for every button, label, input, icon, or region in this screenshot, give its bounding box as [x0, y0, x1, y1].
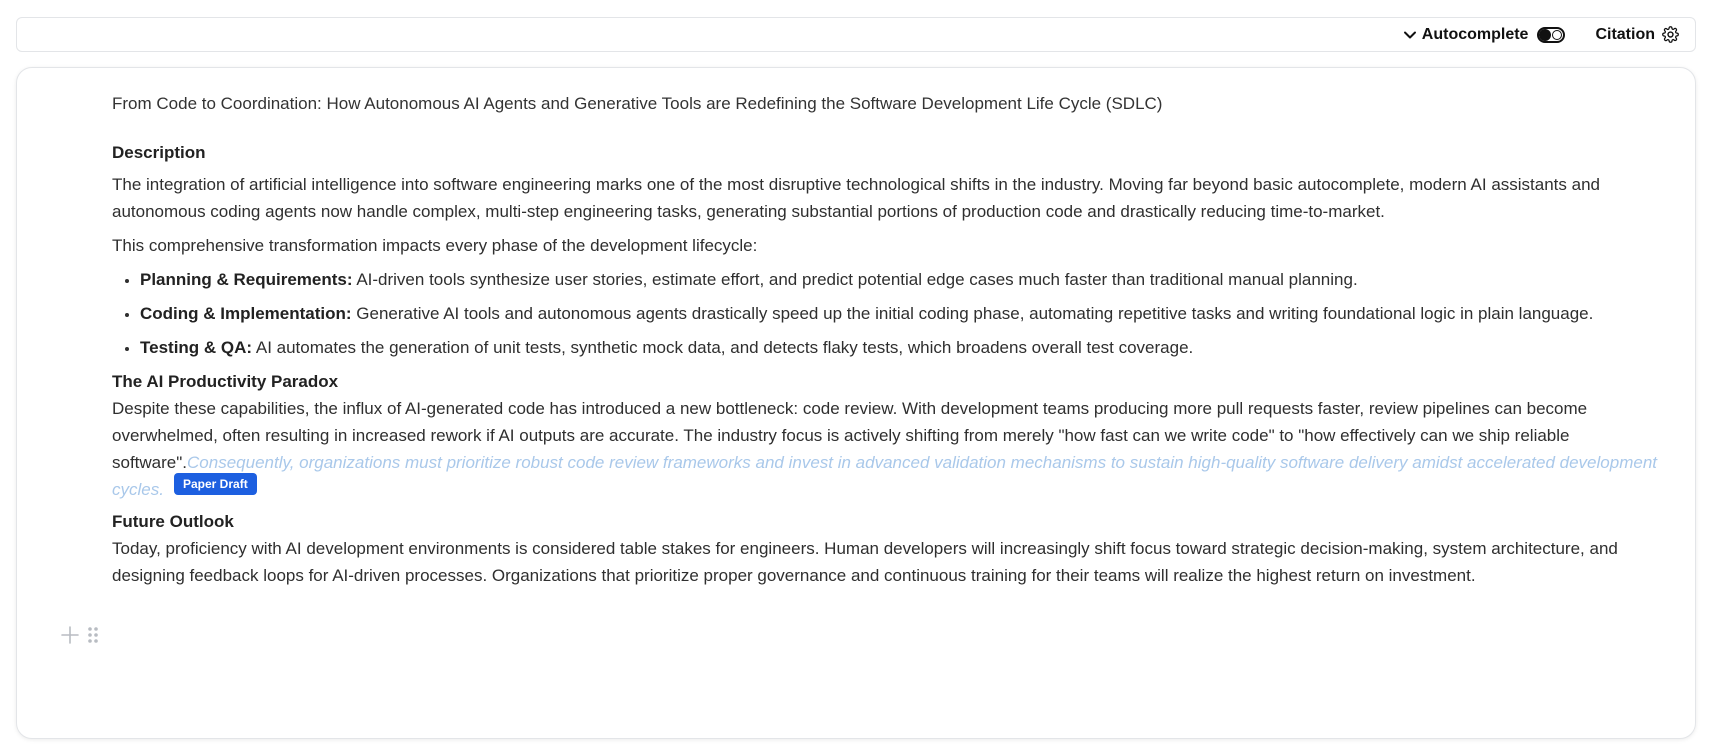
citation-button[interactable]	[1595, 26, 1679, 44]
add-block-icon[interactable]	[61, 626, 79, 644]
description-heading[interactable]: Description	[112, 143, 206, 162]
lifecycle-intro[interactable]: This comprehensive transformation impacts every phase of the development lifecycle:	[112, 236, 758, 255]
list-item-text: AI-driven tools synthesize user stories, estimate effort, and predict potential edge cases much faster than traditional manual planning.	[352, 270, 1358, 289]
toggle-fill	[1539, 29, 1551, 41]
list-item-label: Testing & QA:	[140, 338, 253, 357]
paradox-text: Despite these capabilities, the influx of AI-generated code has introduced a new bottleneck: code review. With development teams producing more pull requests faster, review pipelines can become overwhelmed, often resulting in increased rework if AI outputs are accurate. The industry focus is actively shifting from merely "how fast can we write code" to "how effectively can we ship reliable software".	[112, 399, 1588, 472]
top-toolbar	[16, 17, 1696, 52]
list-item-label: Planning & Requirements:	[140, 270, 353, 289]
drag-handle-icon[interactable]	[87, 626, 99, 644]
document-editor[interactable]	[16, 67, 1696, 739]
toggle-knob	[1552, 30, 1562, 40]
list-item[interactable]	[140, 300, 1672, 327]
citation-label[interactable]: Citation	[1595, 25, 1655, 43]
future-heading[interactable]: Future Outlook	[112, 512, 234, 531]
autocomplete-label[interactable]: Autocomplete	[1421, 25, 1529, 43]
paradox-paragraph[interactable]	[112, 395, 1672, 503]
list-item-text: AI automates the generation of unit tests, synthetic mock data, and detects flaky tests, which broadens overall test coverage.	[252, 338, 1194, 357]
description-paragraph[interactable]: The integration of artificial intelligence into software engineering marks one of the most disruptive technological shifts in the industry. Moving far beyond basic autocomplete, modern AI assistants and autonomous coding agents now handle complex, multi-step engineering tasks, generating substantial portions of production code and drastically reducing time-to-market.	[112, 175, 1600, 221]
autocomplete-toggle[interactable]	[1537, 27, 1565, 43]
lifecycle-list	[112, 266, 1672, 361]
paradox-heading[interactable]: The AI Productivity Paradox	[112, 372, 339, 391]
autocomplete-dropdown[interactable]	[1403, 26, 1529, 44]
gear-icon[interactable]	[1662, 26, 1679, 43]
list-item[interactable]	[140, 334, 1672, 361]
future-outlook-block[interactable]	[112, 508, 1672, 589]
list-item-label: Coding & Implementation:	[140, 304, 352, 323]
list-item[interactable]	[140, 266, 1672, 293]
document-title[interactable]: From Code to Coordination: How Autonomous AI Agents and Generative Tools are Redefining the Software Development Life Cycle (SDLC)	[112, 94, 1163, 113]
editor-content[interactable]	[112, 90, 1672, 596]
future-paragraph[interactable]: Today, proficiency with AI development environments is considered table stakes for engineers. Human developers will increasingly shift focus toward strategic decision-making, system architecture, and designing feedback loops for AI-driven processes. Organizations that prioritize proper governance and continuous training for their teams will realize the highest return on investment.	[112, 539, 1618, 585]
paper-draft-tag[interactable]: Paper Draft	[174, 473, 257, 495]
block-handles	[61, 626, 99, 644]
toolbar-controls	[1403, 18, 1679, 51]
chevron-down-icon[interactable]	[1403, 28, 1417, 42]
list-item-text: Generative AI tools and autonomous agents drastically speed up the initial coding phase, automating repetitive tasks and writing foundational logic in plain language.	[351, 304, 1594, 323]
autocomplete-suggestion[interactable]: Consequently, organizations must prioritize robust code review frameworks and invest in advanced validation mechanisms to sustain high-quality software delivery amidst accelerated development cycles.	[112, 453, 1657, 499]
